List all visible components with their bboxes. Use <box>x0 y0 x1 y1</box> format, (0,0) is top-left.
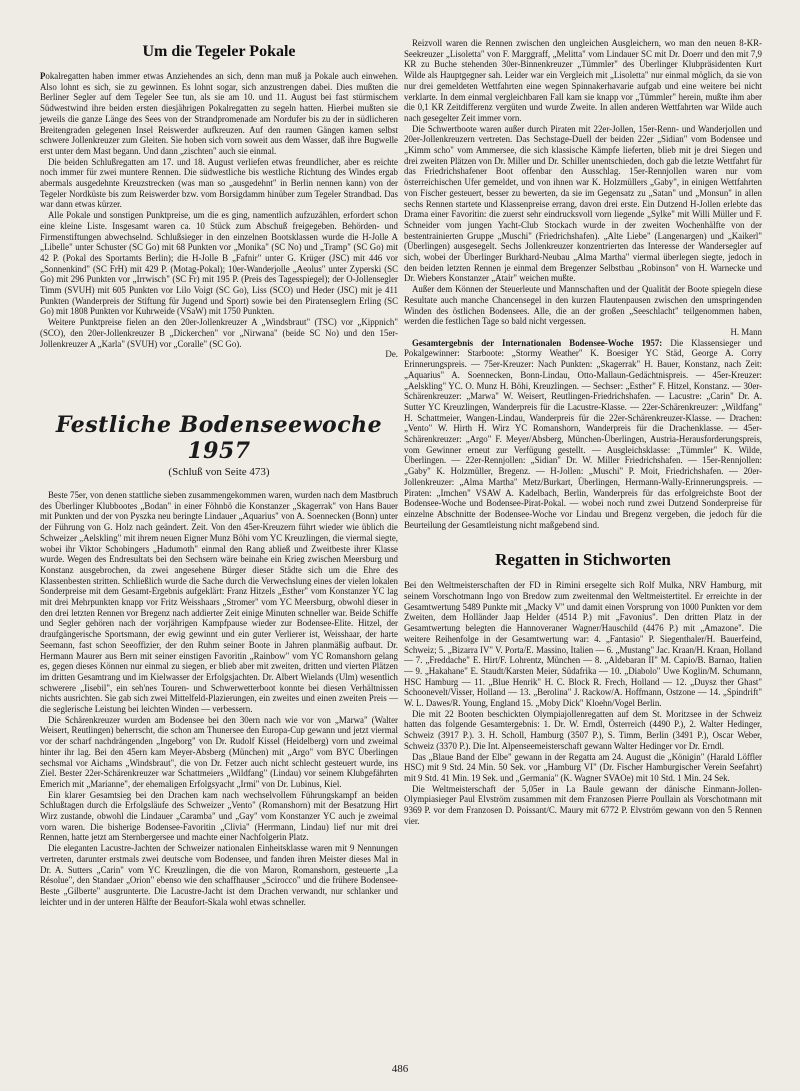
byline: De. <box>385 349 398 360</box>
paragraph: Pokalregatten haben immer etwas Anziehendes an sich, denn man muß ja Pokale auch einwehen. Also lohnt es sich, sie zu gewinnen. Es lohnt sogar, sich anzustrengen dabei. Dies mußten die Berliner Segler auf dem Tegeler See tun, als sie am 10. und 11. August bei fast stürmischem Südwestwind ihre beiden ersten diesjährigen Pokalregatten zu segeln hatten. Hierbei mußten sie jeweils die ganze Länge des Sees von der Strandpromenade am Nordufer bis zu der in südlicheren Breitengraden gelegenen Insel Reiswerder aufkreuzen. Auf den raumen Gängen kamen selbst schwere Jollenkreuzer zum Gleiten. Sie hoben sich vorn soweit aus dem Wasser, daß ihre Bugwelle erst unter dem Mast begann. Und dann „zischten" auch sie einmal. <box>40 71 398 156</box>
byline: H. Mann <box>730 326 762 337</box>
right-column <box>404 0 762 827</box>
paragraph: Reizvoll waren die Rennen zwischen den ungleichen Ausgleichern, wo man den neuen 8-KR-Seekreuzer „Lisoletta" von F. Marggraff, „Melitta" vom Lindauer SC mit Dr. Doerr und den mit 7,9 KR zu Buche stehenden 30er-Binnenkreuzer „Tümmler" des Überlinger Klubpräsidenten Kurt Wilde als Hauptgegner sah. Leider war ein Vergleich mit „Lisoletta" nur einmal möglich, da sie von nur drei gemeldeten Wettfahrten eine wegen Spinnakerhavarie aufgab und eine weitere bei nicht verklarte. In dem einmal vergleichbaren Fall kam sie knapp vor „Tümmler" herein, mußte ihm aber die 0,1 KR Zeitdifferenz vergüten und wurde Zweite. In allen anderen Wettfahrten war Wilde auch nach gesegelter Zeit immer vorn. <box>404 38 762 123</box>
page-number: 486 <box>391 1063 409 1075</box>
article-title-tegeler: Um die Tegeler Pokale <box>142 43 296 60</box>
article-title-regatten: Regatten in Stichworten <box>495 550 671 570</box>
results-text: Die Klassensieger und Pokalgewinner: Starboote: „Stormy Weather" K. Boesiger YC Städ, George A. Corry Erinnerungspreis. — 75er-Kreuzer: Nach Punkten: „Skagerrak" H. Bauer, Konstanz, nach Zeit: „Aquarius" A. Soennecken, Bonn-Lindau, Otto-Mallaun-Gedächtnispreis. — 45er-Kreuzer: „Aelskling" YC. O. Munz H. Böhi, Kreuzlingen. — Sechser: „Esther" F. Hitzel, Konstanz. — 30er-Schärenkreuzer: „Marwa" W. Weisert, Reutlingen-Friedrichshafen. — Lacustre: „Carin" Dr. A. Sutter YC Kreuzlingen, Wanderpreis für die Lacustre-Klasse. — 22er-Schärenkreuzer: „Wildfang" H. Schattmeier, Wangen-Lindau, Wanderpreis für die 22er-Schärenkreuzer-Klasse. — Drachen: „Vento" W. Hirth H. Wirz YC Romanshorn, Wanderpreis für die Drachenklasse. — 45er-Schärenkreuzer: „Argo" F. Meyer/Absberg, München-Überlingen, Austria-Herausforderungspreis, vom Gewinner erneut zur Verfügung gestellt. — Ausgleichsklasse: „Tümmler" K. Wilde, Überlingen. — 22er-Rennjollen: „Sidian" Dr. W. Miller Friedrichshafen. — 15er-Rennjollen: „Gaby" K. Holzmüller, Bregenz. — H-Jollen: „Muschi" P. Moit, Friedrichshafen. — 20er-Jollenkreuzer: „Alma Martha" Metz/Burkart, Überlingen, Hermann-Wally-Erinnerungspreis. — Piraten: „Imchen" VSAW A. Kadelbach, Berlin, Wanderpreis für das erfolgreichste Boot der Bodensee-Woche und Bodensee-Pirat-Pokal. — wobei noch rund zwei Dutzend Sonderpreise für einzelne Abschnitte der Bodensee-Woche vor Lindau und Bregenz vergeben, die jedoch für die Beurteilung der Gesamtleistung nicht maßgebend sind. <box>404 337 763 530</box>
article-title-bodenseewoche: Festliche Bodenseewoche 1957 <box>55 411 383 464</box>
paragraph: Bei den Weltmeisterschaften der FD in Rimini ersegelte sich Rolf Mulka, NRV Hamburg, mit seinem Vorschotmann Ingo von Bredow zum zweitenmal den Weltmeistertitel. Er erreichte in der Gesamtwertung 5489 Punkte mit „Macky V" und damit einen Vorsprung von 1000 Punkten vor dem Zweiten, dem Holländer Jaap Helder (4514 P.) mit „Favonius". Den dritten Platz in der Gesamtwertung belegten die Hannoveraner Wagner/Hauschild (4476 P.) mit „Amazone". Die weitere Reihenfolge in der Gesamtwertung war: 4. „Fantasio" P. Siegenthaler/H. Bauerfeind, Schweiz; 5. „Bizarra IV" V. Porta/E. Massino, Italien — 6. „Mustang" Jac. Kraan/H. Kraan, Holland — 7. „Freddache" E. Hirt/F. Lohrentz, München — 8. „Aldebaran II" M. Capio/B. Barnao, Italien — 9. „Hakahane" E. Staudt/Karsten Meier, Südafrika — 10. „Diabolo" Uwe Koglin/M. Schumann, HSC Hamburg — 11. „Blue Henrik" H. C. Block R. Frech, Holland — 12. „Duysz ther Ghast" Schoonevelt/Visser, Holland — 13. „Berolina" J. Rackow/A. Hoffmann, Ostzone — 14. „Spindrift" W. L. Dawes/R. Young, England 15. „Moby Dick" Kloehn/Vogel Berlin. <box>404 580 762 709</box>
results-block <box>404 338 762 531</box>
paragraph: Alle Pokale und sonstigen Punktpreise, um die es ging, namentlich aufzuzählen, erfordert schon eine kleine Liste. Insgesamt waren ca. 10 Stück zum Abschuß freigegeben. Behörden- und Firmenstiftungen abwechselnd. Schlußsieger in den einzelnen Bootsklassen wurde die H-Jolle A „Libelle" unter Schuster (SC Go) mit 68 Punkten vor „Monika" (SC No) und „Tramp" (SC Go) mit 42 P. (Pokal des Sportamts Berlin); die H-Jolle B „Fafnir" unter G. Krüger (JSC) mit 446 vor „Sonnenkind" (SC FrH) mit 429 P. (Motag-Pokal); 10er-Wanderjolle „Aeolus" unter Zyperski (SC Go) mit 296 Punkten vor „Irrwisch" (SC Fr) mit 195 P. (Preis des Tagesspiegel); der O-Jollensegler Timm (SVUH) mit 605 Punkten vor Lilo Voigt (SC Go), Liss (SCO) und Heder (JSC) mit je 411 Punkten (Wanderpreis der Stiftung für Jugend und Sport) sowie bei den Piratenseglern Erling (SC Go) mit 1808 Punkten vor Kuhrweide (VSaW) mit 1750 Punkten. <box>40 210 398 317</box>
paragraph: Die Schärenkreuzer wurden am Bodensee bei den 30ern nach wie vor von „Marwa" (Walter Weisert, Reutlingen) beherrscht, die schon am Thunersee den Europa-Cup gewann und jetzt viermal vor der scharf nachdrängenden „Ingeborg" von Dr. Rudolf Kissel (Heidelberg) vorn und zweimal hinter ihr lag. Bei den 45ern kam Meyer-Absberg (München) mit „Argo" vom BYC Überlingen sechsmal vor Aichams „Windsbraut", die von Dr. Fetzer auch nicht schlecht gesteuert wurde, ins Ziel. Bester 22er-Schärenkreuzer war Schattmeiers „Wildfang" (Lindau) vor seinem Klubgefährten Emerich mit „Marianne", der ehemaligen Erfolgsyacht „Irmi" von Dr. Lubinus, Kiel. <box>40 714 398 789</box>
article-subtitle: (Schluß von Seite 473) <box>168 465 270 478</box>
paragraph: Beste 75er, von denen stattliche sieben zusammengekommen waren, wurden nach dem Mastbruch des Überlinger Klubbootes „Bodan" in einer Föhnbö die Konstanzer „Skagerrak" von Hans Bauer mit Punkten und der von Pyszka neu beringte Lindauer „Aquarius" von A. Soennecken (Bonn) unter der Führung von G. Holz nach geändert. Zeit. Von den 45er-Kreuzern führt wieder wie üblich die Schweizer „Aelskling" mit ihrem neuen Eigner Munz Böhi vom YC Kreuzlingen, die viermal siegte, wobei ihr Viktor Schobingers „Hadumoth" einmal den Rang abließ und Zweitbeste ihrer Klasse wurde. Wegen des Endresultats bei den Sechsern wäre beinahe ein Krieg zwischen Meersburg und Konstanz ausgebrochen, da zwei angesehene Bürger dieser Städte sich um die Ehre des Klassenbesten stritten. Schließlich wurde die Sache durch die Verwechslung eines der vielen lokalen Sonderpreise mit dem Gesamt-Ergebnis aufgeklärt: Franz Hitzels „Esther" vom Konstanzer YC lag mit drei Mehrpunkten knapp vor Fritz Weisshaars „Stromer" vom YC Meersburg, obwohl dieser in den drei letzten Rennen vor Bregenz nach addierter Zeit einige Minuten schneller war. Beide Schiffe und Segler gehören nach der vorjährigen Kampfpause wieder zur Bodensee-Elite. Hitzel, der draufgängerische Sportsmann, der ewig gewinnt und ein guter Verlierer ist, Weisshaar, der harte Seemann, fast schon Seeoffizier, der den Ruhm seiner Boote in Jahren planmäßig aufbaut. Dr. Hermann Maurer aus Bern mit seiner einstigen Favoritin „Rainbow" vom YC Romanshorn gelang es, gegen dieses Können nur einmal zu siegen, er blieb aber mit zweiten, dritten und vierten Plätzen im dritten Gesamtrang und im Kielwasser der Erfolgsjachten. Dr. Albert Wielands (Ulm) wesentlich schwerere „Iisebil", ein seh'nes Touren- und Schwerwetterboot konnte bei diesen Verhältnissen nichts ausrichten. Sie gab sich zwei Mittelfeld-Plazierungen, ein zweites und einen zweiten Preis — die seglerische Leistung bei leichten Winden — verbessern. <box>40 489 398 715</box>
paragraph: Ein klarer Gesamtsieg bei den Drachen kam nach wechselvollem Führungskampf an beiden Schlußtagen durch die Erfolgsläufe des Schweizer „Vento" (Romanshorn) mit der Besatzung Hirt Wirz zustande, obwohl die Lindauer „Caramba" und „Gay" vom Konstanzer YC auch je zweimal vorn waren. Die bisherige Bodensee-Favoritin „Clivia" (Herrmann, Lindau) lief nur mit drei Rennen, hatte jetzt am Sternbergersee und machte einer Nachfolgerin Platz. <box>40 789 398 843</box>
left-column <box>40 0 398 907</box>
paragraph: Das „Blaue Band der Elbe" gewann in der Regatta am 24. August die „Königin" (Harald Löffler HSC) mit 9 Std. 24 Min. 50 Sek. vor „Hamburg VI" (Dr. Fischer Hamburgischer Verein Seefahrt) mit 9 Std. 41 Min. 19 Sek. und „Germania" (K. Wagner SVAOe) mit 10 Std. 1 Min. 24 Sek. <box>404 751 762 783</box>
paragraph: Die Schwertboote waren außer durch Piraten mit 22er-Jollen, 15er-Renn- und Wanderjollen und 20er-Jollenkreuzern vertreten. Das Sechstage-Duell der beiden 22er „Sidian" vom Bodensee und „Kimm scho" vom Ammersee, die sich klassische Kämpfe lieferten, blieb mit je drei Siegen und drei zweiten Plätzen von Dr. Miller und Dr. Schiller unentschieden, doch gab die letzte Wettfahrt für das Friedrichshafener Boot offenbar den Ausschlag. 15er-Rennjollen waren nur vom österreichischen Ufer gemeldet, und von ihnen war K. Holzmüllers „Gaby", in einigen Wettfahrten von Fischer gesteuert, besser zu bewerten, da sie im Gegensatz zu „Satan" und „Monsun" in allen sechs Rennen startete und Klassenpreise errang, davon drei erste. Ein Dutzend H-Jollen erlebte das Drama einer Favoritin: die zuerst sehr eindrucksvoll vorn liegende „Sylke" mit Willi Müller und F. Schneider vom jungen Yacht-Club Stockach wurde in der zweiten Wochenhälfte von der bestentrainierten Gruppe „Muschi" (Friedrichshafen). „Alte Liebe" (Langenargen) und „Kaikerl" (Überlingen) ausgesegelt. Sechs Jollenkreuzer konzentrierten das Interesse der Wandersegler auf sich, wobei der Überlinger Burkhard-Neubau „Alma Martha" viermal überlegen siegte, jedoch in den beiden letzten Rennen je einmal dem Bregenzer Selbstbau „Robinson" von H. Warnecke und Dr. Wiebers Konstanzer „Atair" weichen mußte. <box>404 123 762 284</box>
paragraph: Die Weltmeisterschaft der 5,05er in La Baule gewann der dänische Einmann-Jollen-Olympiasieger Paul Elvström zusammen mit dem Franzosen Pierre Poullain als Vorschotmann mit 9369 P. vor dem Franzosen D. Poissant/C. Maury mit 6772 P. Elvström gewann von den 5 Rennen vier. <box>404 783 762 826</box>
paragraph: Außer dem Können der Steuerleute und Mannschaften und der Qualität der Boote spiegeln diese Resultate auch manche Chancensegel in den kurzen Flautenpausen zwischen den umspringenden Winden des östlichen Bodensees. Alle, die an der großen „Seeschlacht" teilgenommen haben, werden die festlichen Tage so bald nicht vergessen. <box>404 284 762 327</box>
paragraph: Die eleganten Lacustre-Jachten der Schweizer nationalen Einheitsklasse waren mit 9 Nennungen vertreten, darunter erstmals zwei deutsche vom Bodensee, und fanden ihren Meister dieses Mal in Dr. A. Sutters „Carin" vom YC Kreuzlingen, die die von Maron, Romanshorn, gesteuerte „La Résolue", den Standaer „Orion" ebenso wie den schaffhauser „Scirocco" und die frühere Bodensee-Beste „Gilberte" ausgrunterte. Die Lacustre-Jacht ist dem Drachen verwandt, nur schlanker und leichter und in der unteren Hälfte der Beaufort-Skala wohl etwas schneller. <box>40 843 398 907</box>
paragraph: Die mit 22 Booten beschickten Olympiajollenregatten auf dem St. Moritzsee in der Schweiz hatten das folgende Gesamtergebnis: 1. Dr. W. Erndl, Österreich (4490 P.), 2. Walter Hedinger, Schweiz (3917 P.). 3. H. Scholl, Hamburg (3507 P.), S. Timm, Berlin (3491 P.), Oscar Weber, Schweiz (3370 P.). Die Int. Alpenseemeisterschaft gewann Walter Hedinger vor Dr. Erndl. <box>404 708 762 751</box>
paragraph: Weitere Punktpreise fielen an den 20er-Jollenkreuzer A „Windsbraut" (TSC) vor „Kippnich" (SCO), den 20er-Jollenkreuzer B „Dickerchen" vor „Nirwana" (beide SC No) und den 15er-Jollenkreuzer A „Karla" (SVUH) vor „Coralle" (SC Go). <box>40 317 398 349</box>
paragraph: Die beiden Schlußregatten am 17. und 18. August verliefen etwas freundlicher, aber es reichte noch immer für zwei muntere Rennen. Die südwestliche bis westliche Richtung des Windes ergab abermals ausgedehnte Kreuzstrecken (was man so „ausgedehnt" in Berlin nennen kann) von der Tegeler Nordküste bis zum Reiswerder bzw. vom Borsigdamm hinüber zum Tegeler Strandbad. Das war dann etwas kürzer. <box>40 156 398 210</box>
results-heading: Gesamtergebnis der Internationalen Bodensee-Woche 1957: <box>412 337 663 348</box>
